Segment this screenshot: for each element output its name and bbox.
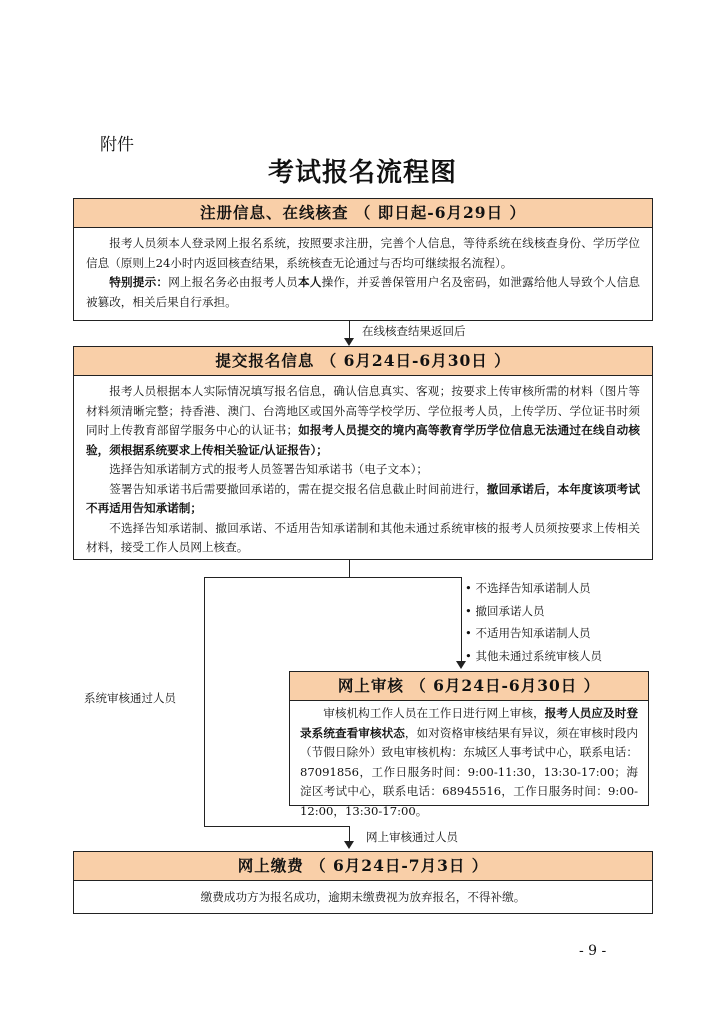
branch-top-line <box>204 577 462 578</box>
branch-right-line <box>461 577 462 662</box>
step1-tip-emphasis: 本人 <box>297 275 322 289</box>
arrow1-head <box>344 338 354 346</box>
step2-p3-text: 签署告知承诺书后需要撤回承诺的，需在提交报名信息截止时间前进行， <box>109 481 487 496</box>
branch-right-item: • 不选择告知承诺制人员 <box>465 577 602 600</box>
step2-p1-emphasis: 如报考人员提交的境内高等教育学历学位信息无法通过在线自动核验，须根据系统要求上传相关验证/认证报告）； <box>86 423 640 457</box>
branch-right-item: • 其他未通过系统审核人员 <box>465 645 602 668</box>
attachment-label: 附件 <box>100 135 134 155</box>
step2-paragraph-4: 不选择告知承诺制、撤回承诺、不适用告知承诺制和其他未通过系统审核的报考人员须按要求上传相关材料，接受工作人员网上核查。 <box>86 520 640 554</box>
step1-body <box>73 227 653 321</box>
arrow3-label: 网上审核通过人员 <box>366 830 458 844</box>
step1-paragraph-2 <box>86 273 640 312</box>
step4-text: 缴费成功方为报名成功，逾期未缴费视为放弃报名，不得补缴。 <box>200 890 526 904</box>
step3-paragraph <box>300 704 638 821</box>
step4-header: 网上缴费 （ 6月24日-7月3日 ） <box>73 851 653 881</box>
arrow1-label: 在线核查结果返回后 <box>362 324 466 338</box>
step2-p3-emphasis: 撤回承诺后，本年度该项考试不再适用告知承诺制； <box>86 481 640 515</box>
step2-body <box>73 375 653 560</box>
step2-header: 提交报名信息 （ 6月24日-6月30日 ） <box>73 346 653 376</box>
branch-bottom-line <box>204 826 350 827</box>
branch-right-item: • 撤回承诺人员 <box>465 600 602 623</box>
step4-body <box>73 880 653 914</box>
page-title: 考试报名流程图 <box>267 158 457 188</box>
branch-left-line <box>204 577 205 827</box>
branch-left-label: 系统审核通过人员 <box>84 691 176 705</box>
step1-tip-label: 特别提示： <box>109 275 169 289</box>
step1-header: 注册信息、在线核查 （ 即日起-6月29日 ） <box>73 198 653 228</box>
step3-header: 网上审核 （ 6月24日-6月30日 ） <box>289 671 649 701</box>
step3-text-1: 审核机构工作人员在工作日进行网上审核， <box>323 706 545 720</box>
branch-right-item: • 不适用告知承诺制人员 <box>465 622 602 645</box>
step2-paragraph-3 <box>86 480 640 519</box>
branch-right-list <box>465 577 602 667</box>
step1-tip-text-1: 网上报名务必由报考人员 <box>168 275 298 289</box>
step3-body <box>289 700 649 818</box>
arrow3-head <box>344 841 354 849</box>
step3-text-2: ，如对资格审核结果有异议，须在审核时段内（节假日除外）致电审核机构：东城区人事考试中心，联系电话：87091856，工作日服务时间：9:00-11:30，13:30-17:00；海淀区考试中心，联系电话：68945516，工作日服务时间：9:00-12:00，13:30-17:00。 <box>300 725 638 818</box>
arrow3-line <box>349 826 350 842</box>
step1-tip-text-2: 操作，并妥善保管用户名及密码，如泄露给他人导致个人信息被篡改，相关后果自行承担。 <box>86 275 640 309</box>
step2-paragraph-1 <box>86 382 640 460</box>
step1-paragraph-1: 报考人员须本人登录网上报名系统，按照要求注册，完善个人信息，等待系统在线核查身份、学历学位信息（原则上24小时内返回核查结果，系统核查无论通过与否均可继续报名流程）。 <box>86 236 640 270</box>
step2-paragraph-2: 选择告知承诺制方式的报考人员签署告知承诺书（电子文本）； <box>109 462 429 476</box>
step3-emphasis: 报考人员应及时登录系统查看审核状态 <box>300 706 638 740</box>
step2-p1-text: 报考人员根据本人实际情况填写报名信息，确认信息真实、客观；按要求上传审核所需的材料（图片等材料须清晰完整；持香港、澳门、台湾地区或国外高等学校学历、学位报考人员，上传学历、学位证书时须同时上传教育部留学服务中心的认证书； <box>86 384 640 437</box>
arrow1-line <box>349 321 350 339</box>
branch-stem <box>349 560 350 578</box>
page-number: - 9 - <box>579 943 607 959</box>
